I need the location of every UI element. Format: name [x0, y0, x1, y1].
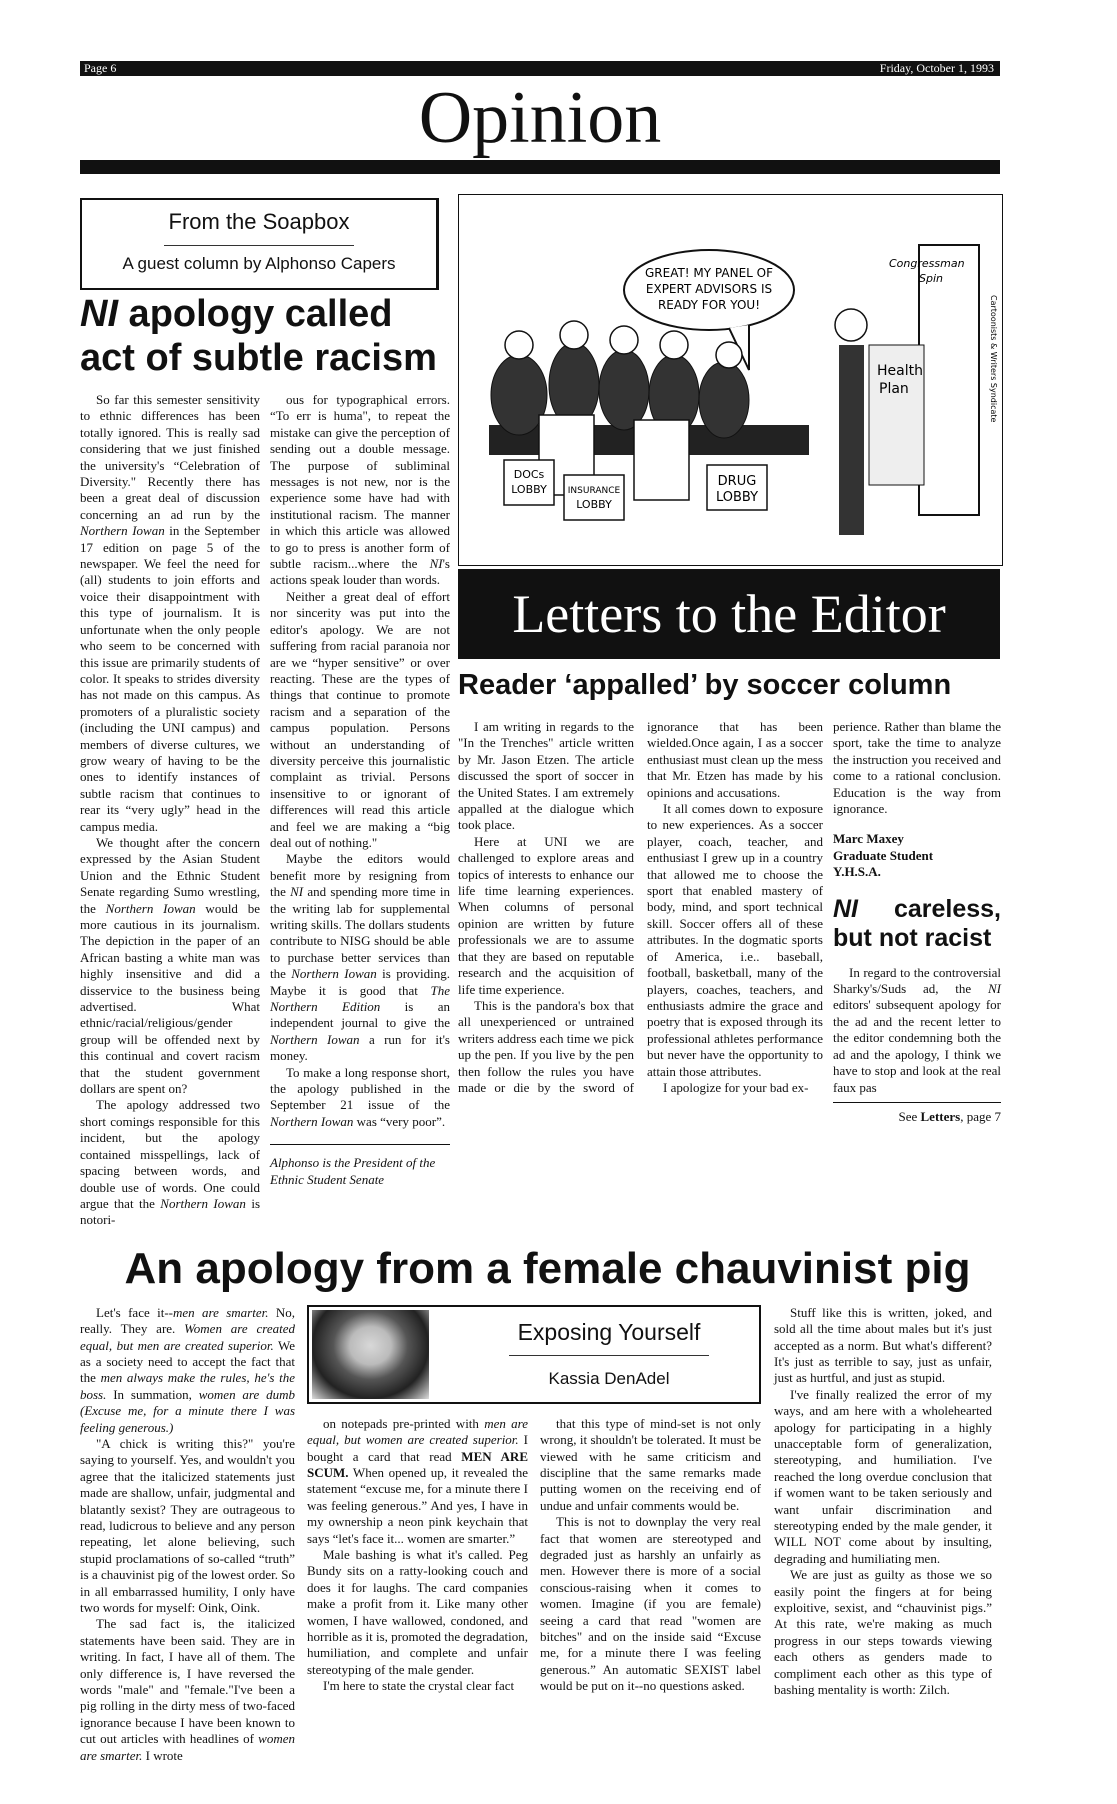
speech-line: EXPERT ADVISORS IS	[645, 282, 773, 296]
text-run: I am writing in regards to the "In the Trenches" article written by Mr. Jason Etzen. The article discussed the sport of soccer in the United States. I am extremely appalled at the dialogue which took place.	[458, 719, 634, 833]
door-label: Congressman	[889, 257, 965, 270]
soapbox-article	[80, 194, 450, 1229]
upper-section	[80, 194, 1015, 1229]
article-column	[540, 1416, 761, 1695]
middle-columns	[307, 1416, 762, 1695]
article-column	[80, 392, 260, 1229]
text-run: I wrote	[142, 1747, 183, 1763]
letter-headline: Reader ‘appalled’ by soccer column	[458, 669, 952, 701]
text-run: Northern Iowan	[270, 1113, 354, 1129]
paragraph	[833, 719, 1001, 817]
letter-column	[833, 719, 1001, 1125]
page-content	[80, 0, 1015, 1804]
text-run: would be more cautious in its journalism. The depiction in the paper of an African basting a white man was highly insensitive and did a disservice to the business being advertised. What ethnic/racial/religious/gender group will be offended next by this continual and covert racism that the student government dollars are spent on?	[80, 900, 260, 1097]
text-run: men are smarter.	[172, 1304, 269, 1320]
article-column	[307, 1416, 528, 1695]
jump-prefix: See	[898, 1108, 921, 1124]
text-run: a run for it's money.	[270, 1031, 450, 1064]
text-run: I'm here to state the crystal clear fact	[323, 1678, 515, 1694]
paragraph	[270, 392, 450, 589]
text-run: men are equal, but women are created superior.	[307, 1415, 528, 1448]
paragraph	[540, 1514, 761, 1694]
text-run: Stuff like this is written, joked, and sold all the time about males but it's just accepted as a norm. But what's different? It's just as terrible to say, just as unfair, just as hurtful, and just as stupid.	[774, 1304, 992, 1386]
speech-line: GREAT! MY PANEL OF	[644, 266, 774, 280]
article-headline: An apology from a female chauvinist pig	[124, 1243, 971, 1293]
sign-label: LOBBY	[576, 498, 612, 511]
soapbox-column-box	[80, 198, 439, 290]
column-title-box	[307, 1305, 761, 1404]
text-run: In summation,	[106, 1386, 199, 1402]
signature-title: Graduate Student	[833, 847, 934, 863]
second-letter-headline	[833, 895, 1001, 953]
text-run: women are dumb (Excuse me, for a minute there I was feeling generous.)	[80, 1386, 295, 1435]
text-run: "A chick is writing this?" you're saying to yourself. Yes, and wouldn't you agree that the italicized statements just made are shallow, unfair, judgmental and blatantly sexist? They are outrageous to read, ludicrous to believe and any person repeating, let alone believing, such stupid proclamations of so-called “truth” is a chauvinist pig of the lowest order. So in all embarrassed humility, I only have two words for myself: Oink, Oink.	[80, 1435, 295, 1616]
text-run: that this type of mind-set is not only wrong, it shouldn't be tolerated. It must be viewed with he same criticism and discipline that the same remarks made putting women on the receiving end of undue and unfair comments would be.	[540, 1415, 761, 1513]
column-title: From the Soapbox	[168, 209, 350, 234]
text-run: The apology addressed two short comings responsible for this incident, but the apology contained misspellings, lack of spacing between words, and double use of words. One could argue that the	[80, 1097, 260, 1211]
headline-italic: NI	[80, 293, 118, 335]
text-run: NI	[988, 981, 1001, 997]
text-run: NI	[429, 556, 443, 572]
headline-text: apology called act of subtle racism	[80, 293, 437, 379]
paragraph	[270, 1065, 450, 1131]
editorial-cartoon	[458, 194, 1003, 566]
headline-text: careless, but not racist	[833, 894, 1001, 952]
text-run: Here at UNI we are challenged to explore areas and topics of interests to enhance our life time learning experiences. When columns of personal opinion are written by future professionals we are to assume that they are based on reputable research and the acquisition of life time experience.	[458, 833, 634, 997]
headline-italic: NI	[833, 894, 858, 923]
paragraph	[80, 1436, 295, 1616]
text-run: This is the pandora's box that all unexperienced or untrained writers address each time we pick up the pen. If you live by the pen then follow the rules you have made or die by the sword of ignorance that has been wielded.Once again, I as a soccer enthusiast must clean up the mess that Mr. Etzen has made by his opinions and accusations.	[458, 719, 823, 1095]
letters-banner: Letters to the Editor	[458, 569, 1000, 659]
paragraph	[307, 1416, 528, 1547]
paragraph	[270, 851, 450, 1064]
right-section	[458, 194, 1003, 1125]
continued-link[interactable]	[833, 1102, 1001, 1125]
text-run: is providing. Maybe it is good that	[270, 966, 450, 998]
text-run: women are smarter.	[80, 1731, 295, 1763]
sign-label: DOCs	[513, 468, 545, 481]
sign-label: LOBBY	[715, 490, 759, 505]
lower-section	[80, 1305, 1015, 1764]
signature-name: Marc Maxey	[833, 831, 904, 847]
column-title: Exposing Yourself	[517, 1318, 701, 1345]
text-run: Let's face it--	[96, 1304, 173, 1320]
paragraph	[270, 589, 450, 852]
text-run: editors' subsequent apology for the ad and the recent letter to the editor condemning both the ad and the apology, I think we have to stop and look at the real faux pas	[833, 997, 1001, 1095]
text-run: MEN ARE SCUM.	[307, 1448, 528, 1480]
paragraph	[774, 1567, 992, 1698]
text-run: men always make the rules, he's the boss.	[80, 1370, 295, 1402]
article-column-text	[270, 392, 450, 1130]
paragraph	[307, 1547, 528, 1678]
paragraph	[80, 1097, 260, 1228]
divider	[164, 245, 354, 246]
paragraph	[833, 965, 1001, 1096]
text-run: I've finally realized the error of my ways, and am here with a wholehearted apology for participating in a highly unacceptable form of generalization, stereotyping, and humiliation. I've reached the long overdue conclusion that if women want to be taken seriously and want unfair discrimination and stereotyping ended by the male gender, it WILL NOT come about by insulting, degrading and humiliating men.	[774, 1386, 992, 1566]
text-run: We as a society need to accept the fact that the	[80, 1337, 295, 1386]
text-run: is an independent journal to give the	[270, 999, 450, 1031]
text-run: 's actions speak louder than words.	[270, 556, 450, 588]
jump-page: , page 7	[960, 1108, 1001, 1124]
paragraph	[774, 1305, 992, 1387]
text-run: is notori-	[80, 1195, 261, 1228]
sign-label: DRUG	[717, 474, 757, 489]
paragraph	[458, 834, 634, 998]
text-run: This is not to downplay the very real fact that women are stereotyped and degraded just as harshly an unfairly as men. However there is more of a social conscious-raising when it comes to women. Imagine (if you are female) seeing a card that read "women are bitches" and on the inside said “Excuse me, for a minute there I was feeling generous.” An automatic SEXIST label would be put on it--no questions asked.	[540, 1514, 761, 1694]
issue-date: Friday, October 1, 1993	[879, 61, 994, 75]
paragraph	[80, 835, 260, 1098]
column-author: Kassia DenAdel	[548, 1368, 670, 1388]
paragraph	[80, 1616, 295, 1764]
text-run: We thought after the concern expressed by the Asian Student Union and the Ethnic Student Senate regarding Sumo wrestling, the	[80, 834, 260, 916]
paragraph	[540, 1416, 761, 1514]
text-run: I apologize for your bad ex-	[663, 1079, 809, 1095]
text-run: I bought a card that read	[307, 1432, 528, 1464]
text-run: Northern Iowan	[270, 1031, 360, 1047]
article-columns	[80, 392, 450, 1229]
text-run: in the September 17 edition on page 5 of the newspaper. We feel the need for (all) students to join efforts and voice their disappointment with this type of journalism. It is unfortunate when the only people who seem to be concerned with this issue are primarily students of color. It speaks to strides diversity has not made on this campus. As promoters of a pluralistic society (including the UNI campus) and members of diverse cultures, we grow weary of having to be the ones to identify instances of subtle racism that continues to rear its “very ugly” head in the campus media.	[80, 523, 260, 834]
door-label: Spin	[919, 272, 943, 285]
page-number: Page 6	[84, 61, 117, 75]
text-run: To make a long response short, the apology published in the September 21 issue of the	[270, 1064, 450, 1113]
text-run: NI	[290, 884, 304, 900]
text-run: The Northern Edition	[270, 982, 450, 1015]
sign-label: LOBBY	[511, 483, 547, 496]
text-run: So far this semester sensitivity to ethnic differences has been totally ignored. This is really sad considering that we just finished the university's “Celebration of Diversity." Recently there has been a great deal of discussion concerning an ad run by the	[80, 392, 260, 522]
author-bio: Alphonso is the President of the Ethnic Student Senate	[270, 1144, 450, 1188]
text-run: When opened up, it revealed the statement “excuse me, for a minute there I was feeling generous.” And yes, I have in my ownership a neon pink keychain that says “let's face it... women are smarter.”	[307, 1464, 528, 1546]
paragraph	[80, 1305, 295, 1436]
letter-body	[458, 719, 823, 1125]
text-run: Male bashing is what it's called. Peg Bundy sits on a ratty-looking couch and does it for laughs. The card companies make a profit from it. Like many other women, I have wallowed, condoned, and horrible as it is, promoted the degradation, humiliation, and complete and unfair stereotyping of the male gender.	[307, 1546, 528, 1677]
text-run: It all comes down to exposure to new experiences. As a soccer player, coach, teacher, and enthusiast I grew up in a country that allowed me to choose the sport that enabled mastery of body, mind, and sport technical skill. Soccer offers all of these attributes. In the dogmatic sports of America, i.e.. baseball, football, basketball, many of the players, coaches, teachers, and enthusiasts admire the grace and poetry that is exposed through its professional athletes performance but never have the opportunity to attain those attributes.	[647, 801, 823, 1079]
signature-org: Y.H.S.A.	[833, 864, 881, 880]
text-run: perience. Rather than blame the sport, take the time to analyze the instruction you received and come to a rational conclusion. Education is the way from ignorance.	[833, 719, 1001, 817]
section-title: Opinion	[418, 77, 662, 159]
text-run: was “very poor”.	[353, 1113, 446, 1129]
speech-line: READY FOR YOU!	[657, 298, 761, 312]
paragraph	[458, 719, 634, 834]
article-column	[270, 392, 450, 1229]
paragraph	[307, 1678, 528, 1694]
plan-label: Plan	[879, 381, 909, 397]
column-byline: A guest column by Alphonso Capers	[122, 254, 396, 273]
letter-body-continued	[833, 719, 1001, 817]
paragraph	[647, 1080, 823, 1096]
jump-section: Letters	[920, 1108, 961, 1124]
text-run: on notepads pre-printed with	[323, 1415, 485, 1431]
article-headline	[80, 292, 450, 380]
middle-section	[307, 1305, 762, 1695]
sign-label: INSURANCE	[567, 486, 621, 496]
paragraph	[647, 801, 823, 1080]
text-run: Northern Iowan	[291, 966, 377, 982]
text-run: Northern Iowan	[105, 900, 196, 916]
paragraph	[80, 392, 260, 835]
text-run: ous for typographical errors. “To err is huma", to repeat the mistake can give the perception of sending out a double message. The purpose of subliminal messages is not new, nor is the experience some have had with institutional racism. The manner in which this article was allowed to go to press is another form of subtle racism...where the	[270, 392, 450, 572]
text-run: Northern Iowan	[80, 523, 165, 539]
plan-label: Health	[877, 363, 923, 379]
cartoon-credit: Cartoonists & Writers Syndicate	[989, 295, 998, 423]
text-run: Maybe the editors would benefit more by resigning from the	[270, 851, 450, 900]
paragraph	[774, 1387, 992, 1567]
article-column	[80, 1305, 295, 1764]
divider	[509, 1355, 709, 1356]
text-run: In regard to the controversial Sharky's/Suds ad, the	[833, 964, 1001, 997]
text-run: The sad fact is, the italicized statements have been said. They are in writing. In fact, I have all of them. The only difference is, I have reversed the words "male" and "female."I've been a pig rolling in the dirty mess of two-faced ignorance because I have been known to cut out articles with headlines of	[80, 1616, 295, 1747]
letters-columns	[458, 719, 1003, 1125]
text-run: No, really. They are.	[80, 1304, 295, 1337]
article-column	[774, 1305, 992, 1699]
author-photo	[312, 1310, 429, 1399]
text-run: and spending more time in the writing lab for supplemental writing skills. The dollars students contribute to NISG should be able to purchase better services than the	[270, 884, 451, 982]
text-run: Women are created equal, but men are created superior.	[80, 1321, 296, 1353]
text-run: Northern Iowan	[160, 1195, 246, 1211]
second-letter-body	[833, 965, 1001, 1096]
text-run: We are just as guilty as those we so easily point the fingers at for being exploitive, sexist, and “chauvinist pigs.” At this rate, we're making as much progress in our steps towards viewing each others as genders made to compliment each other as this type of bashing mentality is worth: Zilch.	[774, 1567, 992, 1698]
cartoon-drawing	[459, 195, 1002, 565]
letter-signature	[833, 831, 1001, 880]
text-run: Neither a great deal of effort nor sincerity was put into the editor's apology. We are not suffering from racial paranoia nor are we “hyper sensitive” or over reacting. These are the types of things that continue to promote racism and a separation of the campus population. Persons without an understanding of diversity perceive this journalistic complaint as trivial. Persons insensitive to or ignorant of differences will read this article and feel we are making a “big deal out of nothing."	[270, 588, 450, 850]
